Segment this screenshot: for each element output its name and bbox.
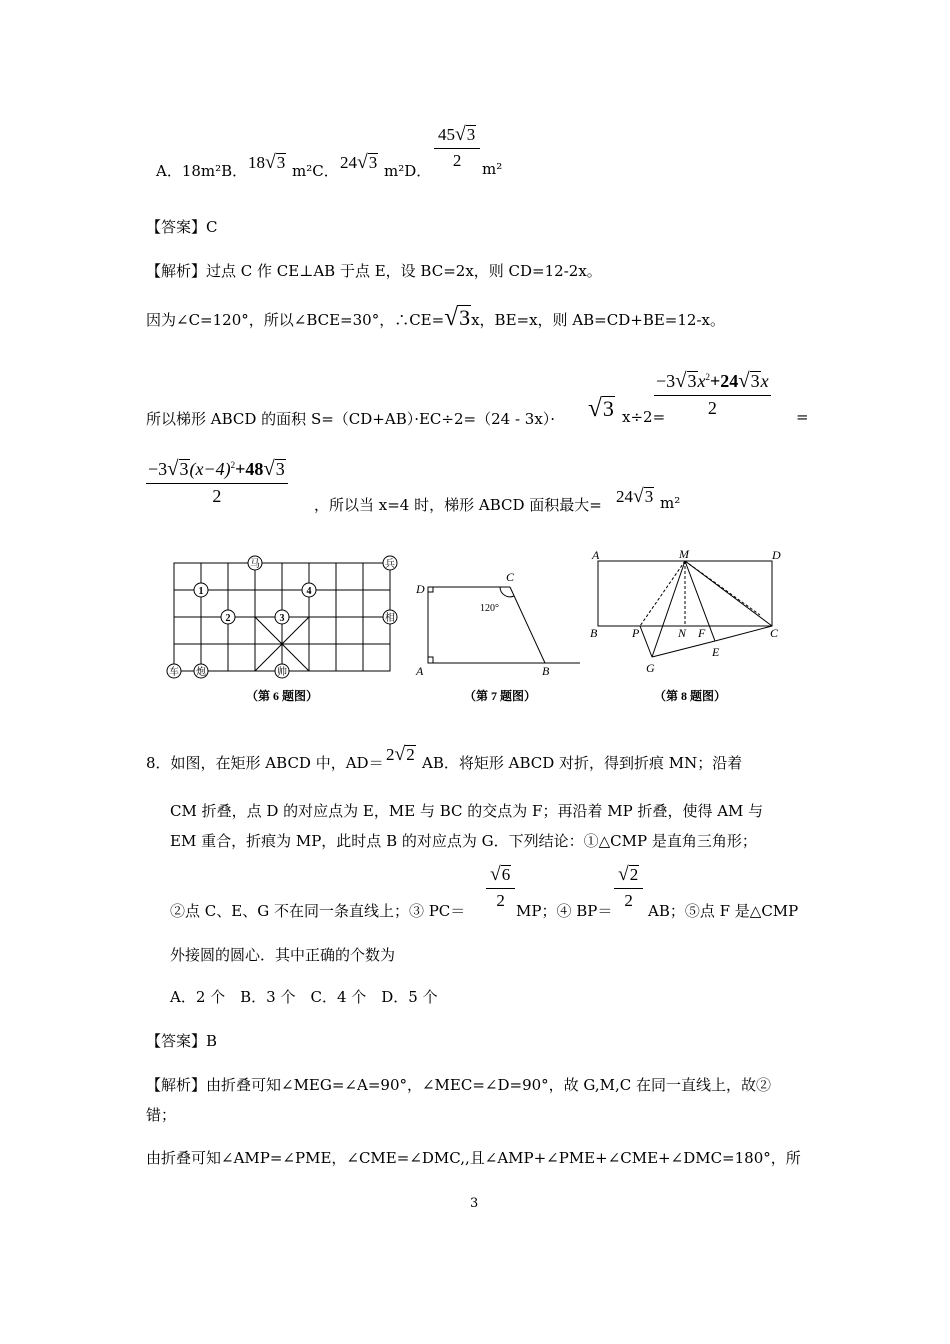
q8-analysis-line1b: 错； [146, 1106, 177, 1124]
point-2 [221, 610, 235, 624]
fig7-label-d: D [416, 582, 425, 596]
sqrt3-symbol: √3 [444, 303, 471, 331]
q7-option-a: A．18m²B． [156, 162, 248, 180]
fig8-label-g: G [646, 661, 655, 675]
fig7-label-b: B [542, 664, 550, 678]
fig8-label-b: B [590, 626, 598, 640]
fig8-label-n: N [678, 626, 687, 640]
q8-line3: EM 重合，折痕为 MP，此时点 B 的对应点为 G．下列结论：①△CMP 是直角三角形； [170, 832, 757, 850]
svg-text:4: 4 [306, 586, 312, 597]
q8-ratio-value: 2√2 [386, 744, 415, 765]
q7-answer: 【答案】C [146, 218, 218, 236]
svg-text:炮: 炮 [196, 667, 206, 678]
q7-analysis-line1: 【解析】过点 C 作 CE⊥AB 于点 E，设 BC=2x，则 CD=12-2x。 [146, 262, 602, 280]
figure-8-rectangle [598, 561, 772, 657]
fig7-label-a: A [416, 664, 424, 678]
q8-line5: 外接圆的圆心．其中正确的个数为 [170, 946, 396, 964]
q7-area-fraction: $\frac{-3√3x^2+24√3x}{2}$ [656, 370, 769, 418]
svg-text:兵: 兵 [385, 559, 395, 570]
q7-analysis-line2: 因为∠C=120°，所以∠BCE=30°，∴CE=√3x，BE=x，则 AB=CD+BE=12-x。 [146, 303, 725, 331]
q7-vertex-fraction: $\frac{-3√3(x-4)^2+48√3}{2}$ [146, 458, 288, 507]
q7-analysis-line3: 所以梯形 ABCD 的面积 S=（CD+AB）·EC÷2=（24 - 3x）· √3 x÷2= $\frac{-3√3x^2+24√3x}{2}$ = [146, 370, 809, 428]
q7-option-d-unit: m² [482, 160, 503, 178]
point-4 [302, 583, 316, 597]
piece-che [167, 664, 181, 678]
figure-6-caption: （第 6 题图） [245, 689, 319, 703]
fig7-label-c: C [506, 570, 515, 584]
piece-ma [248, 556, 262, 570]
svg-text:车: 车 [169, 667, 179, 678]
page-number: 3 [470, 1196, 479, 1211]
fig8-label-a: A [592, 548, 600, 562]
q8-answer: 【答案】B [146, 1032, 218, 1050]
point-3 [275, 610, 289, 624]
fig7-angle-label: 120° [480, 603, 499, 614]
fig8-label-c: C [770, 626, 779, 640]
sqrt3-symbol: √3 [588, 394, 614, 422]
q7-option-c-unit: m²D． [384, 162, 432, 180]
figure-8-caption: （第 8 题图） [653, 689, 727, 703]
q8-fraction-sqrt2: $\frac{√2}{2}$ [614, 864, 643, 911]
max-area-value: 24√3 [616, 486, 654, 507]
svg-text:帅: 帅 [277, 667, 287, 678]
svg-text:马: 马 [250, 559, 260, 570]
fig8-label-m: M [679, 547, 689, 561]
svg-text:1: 1 [198, 586, 204, 597]
q8-analysis-line2: 由折叠可知∠AMP=∠PME，∠CME=∠DMC,,且∠AMP+∠PME+∠CME+∠DMC=180°，所 [146, 1149, 801, 1167]
q8-line1: 8．如图，在矩形 ABCD 中，AD＝ 2√2 AB．将矩形 ABCD 对折，得到折痕 MN；沿着 [146, 744, 743, 772]
fig8-label-e: E [712, 645, 720, 659]
q8-line4: ②点 C、E、G 不在同一条直线上；③ PC＝ $\frac{√6}{2}$ MP；④ BP＝ $\frac{√2}{2}$ AB；⑤点 F 是△CMP [170, 864, 799, 920]
q7-option-b-unit: m²C． [292, 162, 339, 180]
q8-analysis-line1: 【解析】由折叠可知∠MEG=∠A=90°，∠MEC=∠D=90°，故 G,M,C 在同一直线上，故② [146, 1076, 772, 1094]
fig8-label-p: P [632, 626, 640, 640]
svg-text:3: 3 [279, 613, 285, 624]
piece-bing [383, 556, 397, 570]
figure-7-caption: （第 7 题图） [463, 689, 537, 703]
piece-shuai [275, 664, 289, 678]
q8-line2: CM 折叠，点 D 的对应点为 E，ME 与 BC 的交点为 F；再沿着 MP 折叠，使得 AM 与 [170, 802, 764, 820]
piece-xiang [383, 610, 397, 624]
piece-pao [194, 664, 208, 678]
q7-option-c-value: 24√3 [340, 152, 378, 173]
q7-option-d-fraction: $\frac{45√3}{2}$ [434, 124, 480, 171]
svg-text:相: 相 [385, 613, 395, 624]
point-1 [194, 583, 208, 597]
fig8-label-d: D [772, 548, 781, 562]
q7-analysis-line4: $\frac{-3√3(x-4)^2+48√3}{2}$ ，所以当 x=4 时，梯形 ABCD 面积最大= 24√3 m² [148, 458, 681, 514]
figure-7-trapezoid [428, 587, 580, 663]
svg-text:2: 2 [225, 613, 231, 624]
q8-options: A．2 个 B．3 个 C．4 个 D．5 个 [170, 988, 438, 1006]
q7-option-b-value: 18√3 [248, 152, 286, 173]
q8-fraction-sqrt6: $\frac{√6}{2}$ [486, 864, 515, 911]
figures-panel [160, 545, 810, 710]
fig8-label-f: F [698, 626, 706, 640]
